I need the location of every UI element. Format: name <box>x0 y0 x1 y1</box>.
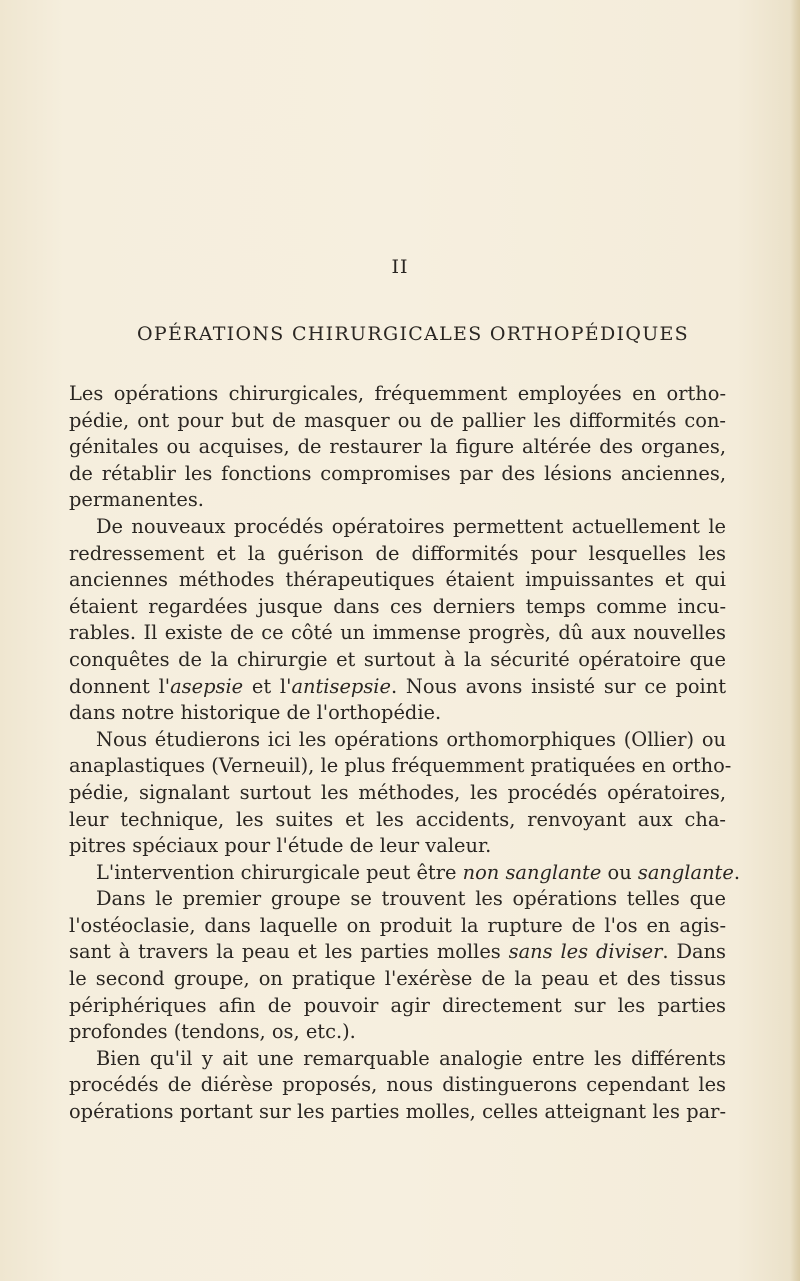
text-line: de rétablir les fonctions compromises par des lésions anciennes, <box>69 461 726 485</box>
text-line: Dans le premier groupe se trouvent les opérations telles que <box>96 887 726 911</box>
text-run: . Nous avons insisté sur ce point <box>390 674 727 698</box>
italic-term-antisepsie: antisepsie <box>291 674 391 698</box>
text-line: périphériques afin de pouvoir agir directement sur les parties <box>69 993 726 1017</box>
text-line: conquêtes de la chirurgie et surtout à la sécurité opératoire que <box>69 647 726 671</box>
text-run: et l' <box>243 674 292 698</box>
text-line: leur technique, les suites et les accidents, renvoyant aux cha- <box>69 807 726 831</box>
text-line: dans notre historique de l'orthopédie. <box>69 701 442 725</box>
text-line-with-italics <box>69 860 740 887</box>
chapter-title: OPÉRATIONS CHIRURGICALES ORTHOPÉDIQUES <box>136 323 689 345</box>
text-line: anciennes méthodes thérapeutiques étaient impuissantes et qui <box>69 568 726 592</box>
text-run: sant à travers la peau et les parties molles <box>69 940 509 964</box>
text-line: pédie, ont pour but de masquer ou de pallier les difformités con- <box>69 408 726 432</box>
text-line: De nouveaux procédés opératoires permettent actuellement le <box>96 514 726 538</box>
italic-term-non-sanglante: non sanglante <box>462 860 602 884</box>
text-run: L'intervention chirurgicale peut être <box>96 860 463 884</box>
text-line: le second groupe, on pratique l'exérèse de la peau et des tissus <box>69 967 726 991</box>
text-line: procédés de diérèse proposés, nous distinguerons cependant les <box>69 1073 726 1097</box>
page-edge <box>790 0 800 1281</box>
text-line: Nous étudierons ici les opérations orthomorphiques (Ollier) ou <box>96 727 726 751</box>
text-line-with-italics <box>69 674 726 701</box>
text-line: redressement et la guérison de difformités pour lesquelles les <box>69 541 726 565</box>
text-run: . Dans <box>662 940 727 964</box>
text-line: anaplastiques (Verneuil), le plus fréquemment pratiquées en ortho- <box>69 754 732 778</box>
text-line-with-italics <box>69 939 726 966</box>
italic-term-sanglante: sanglante <box>637 860 734 884</box>
text-run: ou <box>601 860 638 884</box>
text-run: . <box>733 860 740 884</box>
text-line: l'ostéoclasie, dans laquelle on produit la rupture de l'os en agis- <box>69 913 726 937</box>
chapter-number: II <box>391 256 409 278</box>
text-line: génitales ou acquises, de restaurer la figure altérée des organes, <box>69 435 726 459</box>
italic-term-asepsie: asepsie <box>170 674 244 698</box>
text-line: étaient regardées jusque dans ces derniers temps comme incu- <box>69 594 726 618</box>
text-line: profondes (tendons, os, etc.). <box>69 1020 356 1044</box>
text-line: pédie, signalant surtout les méthodes, les procédés opératoires, <box>69 780 726 804</box>
text-line: opérations portant sur les parties molles, celles atteignant les par- <box>69 1100 726 1124</box>
body-text <box>69 381 740 1126</box>
text-line: pitres spéciaux pour l'étude de leur valeur. <box>69 834 492 858</box>
text-line: permanentes. <box>69 488 204 512</box>
text-line: rables. Il existe de ce côté un immense progrès, dû aux nouvelles <box>69 621 726 645</box>
italic-term-sans-les-diviser: sans les diviser <box>508 940 663 964</box>
text-run: donnent l' <box>69 674 171 698</box>
text-line: Les opérations chirurgicales, fréquemment employées en ortho- <box>69 382 726 405</box>
text-line: Bien qu'il y ait une remarquable analogie entre les différents <box>96 1046 726 1070</box>
